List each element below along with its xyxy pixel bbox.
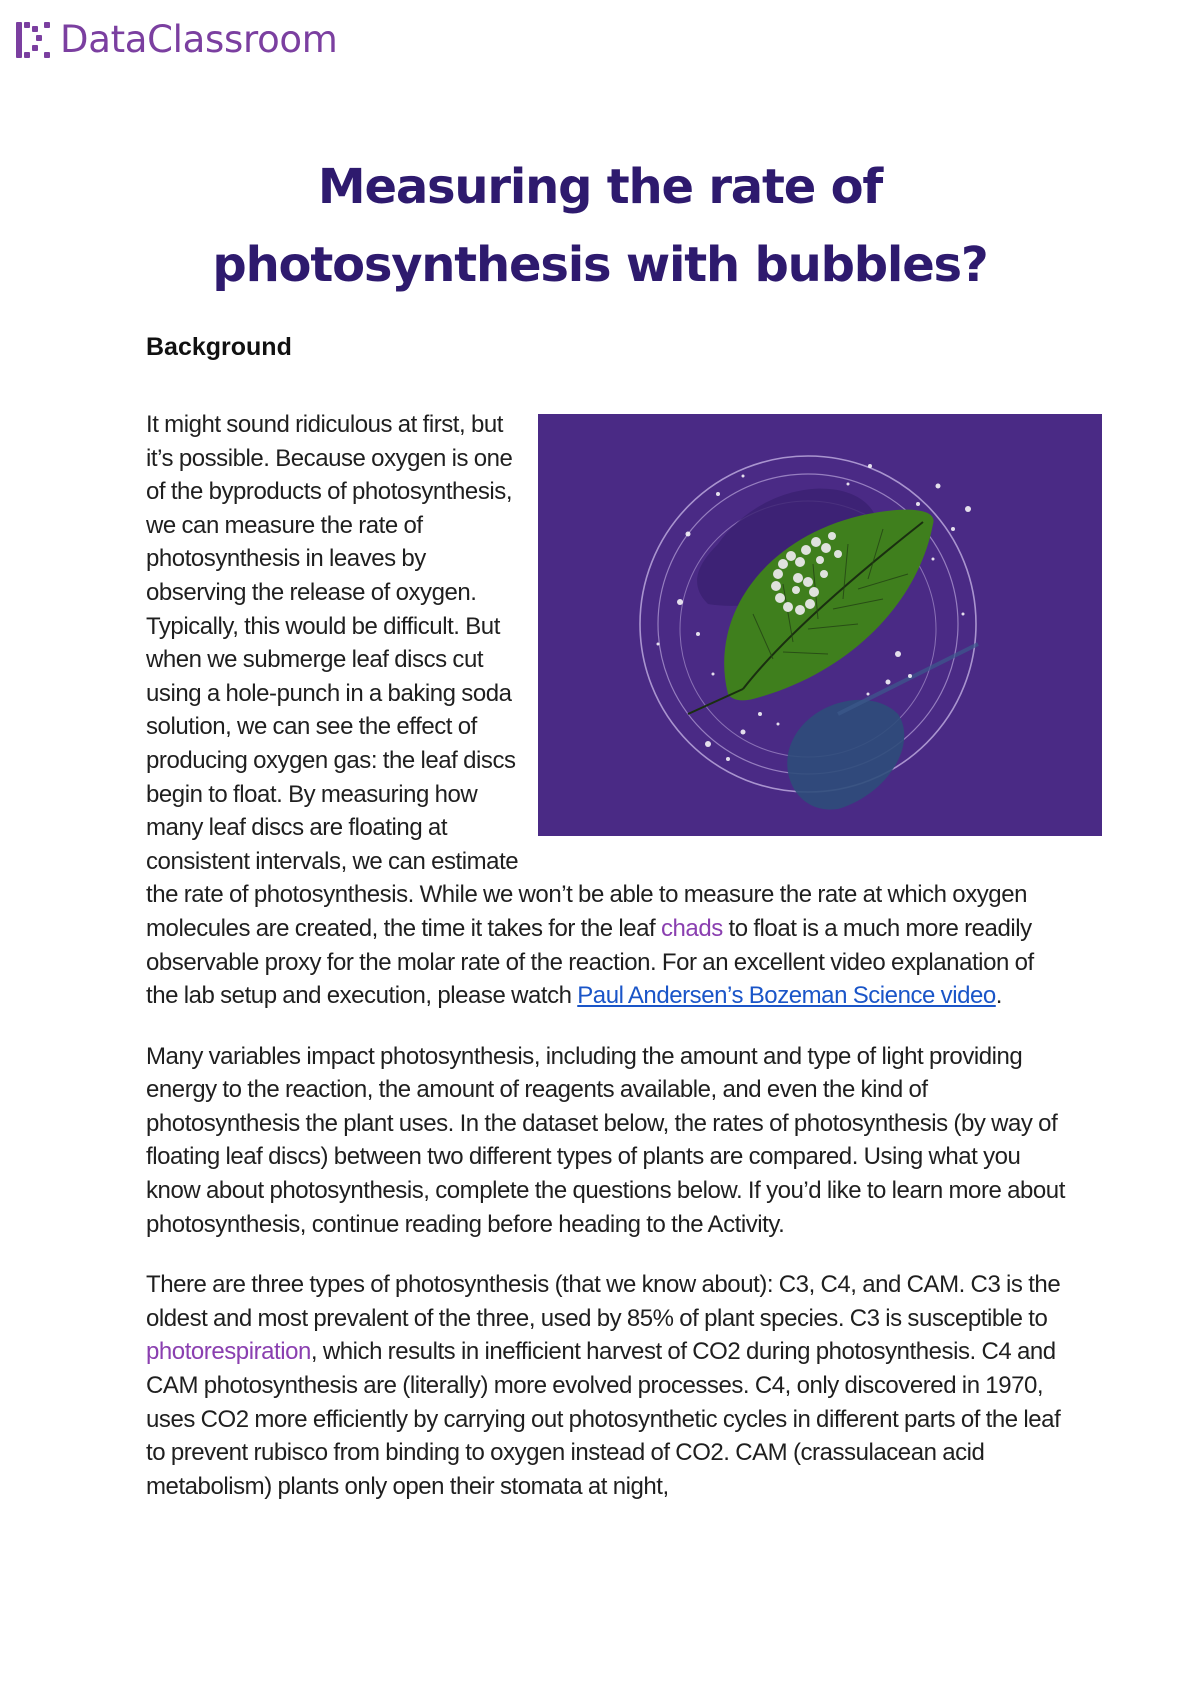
- section-heading: Background: [146, 333, 292, 361]
- page-title-line-1: Measuring the rate of: [317, 159, 883, 215]
- term-chads[interactable]: chads: [660, 914, 723, 942]
- dataclassroom-logo-icon: [14, 18, 54, 62]
- paragraph-1-text-a: It might sound ridiculous at first, but it’s possible. Because oxygen is one of the byproducts of photosynthesis, we can measure the rate of photosynthesis in leaves by observing the release of oxygen. Typically, this would be difficult. But when we submerge leaf discs cut using a hole-punch in a baking soda solution, we can see the effect of producing oxygen gas: the leaf discs begin to float. By measuring how many leaf discs are floating at consistent intervals, we can estimate the rate of photosynthesis. While we won’t be able to measure the rate at which oxygen molecules are created, the time it takes for the leaf: [146, 411, 1027, 942]
- brand-logo[interactable]: [14, 18, 338, 62]
- document-body: [146, 408, 1066, 1530]
- paragraph-3-text-a: There are three types of photosynthesis (that we know about): C3, C4, and CAM. C3 is the oldest and most prevalent of the three, used by 85% of plant species. C3 is susceptible to: [146, 1271, 1061, 1332]
- leaf-bubbles-illustration: [538, 414, 1102, 836]
- page-title: [100, 148, 1100, 304]
- paragraph-2: Many variables impact photosynthesis, including the amount and type of light providing energy to the reaction, the amount of reagents available, and even the kind of photosynthesis the plant uses. In the dataset below, the rates of photosynthesis (by way of floating leaf discs) between two different types of plants are compared. Using what you know about photosynthesis, complete the questions below. If you’d like to learn more about photosynthesis, continue reading before heading to the Activity.: [146, 1042, 1065, 1238]
- paragraph-1-end: .: [995, 982, 1002, 1010]
- paragraph-1-text-b: to float is a much more readily observable proxy for the molar rate of the reaction. For an excellent video explanation of the lab setup and execution, please watch: [146, 914, 1034, 1010]
- paragraph-3: [146, 1268, 1066, 1503]
- bozeman-video-link[interactable]: Paul Andersen’s Bozeman Science video: [577, 982, 996, 1010]
- paragraph-3-text-b: , which results in inefficient harvest of CO2 during photosynthesis. C4 and CAM photosynthesis are (literally) more evolved processes. C4, only discovered in 1970, uses CO2 more efficiently by carrying out photosynthetic cycles in different parts of the leaf to prevent rubisco from binding to oxygen instead of CO2. CAM (crassulacean acid metabolism) plants only open their stomata at night,: [146, 1338, 1061, 1500]
- brand-name: DataClassroom: [60, 18, 338, 61]
- term-photorespiration[interactable]: photorespiration: [146, 1338, 311, 1366]
- leaf-illustration-icon: [538, 414, 1102, 836]
- page-title-line-2: photosynthesis with bubbles?: [212, 237, 988, 293]
